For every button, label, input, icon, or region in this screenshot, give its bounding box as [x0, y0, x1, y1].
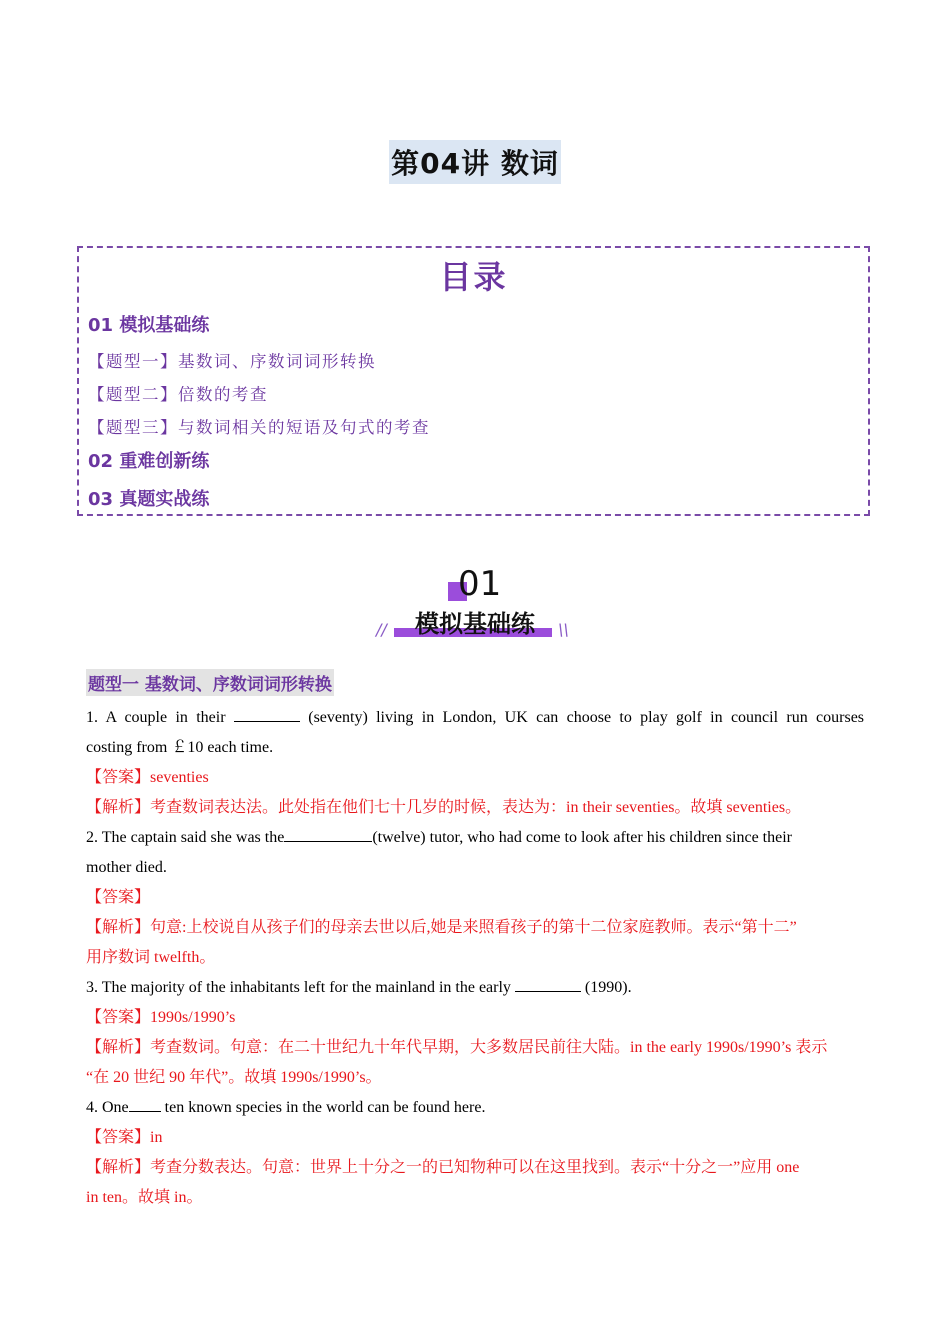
q2-text-line2: mother died.	[86, 859, 167, 876]
q4-text-a: 4. One	[86, 1099, 129, 1116]
question-3	[86, 973, 864, 1003]
explanation-text: 考查数词表达法。此处指在他们七十几岁的时候，表达为：in their seventies。故填 seventies。	[150, 799, 802, 816]
q4-explanation-line2: in ten。故填 in。	[86, 1189, 203, 1206]
q4-answer	[86, 1123, 864, 1153]
toc-item-type-1[interactable]: 【题型一】基数词、序数词词形转换	[88, 352, 376, 371]
explanation-text: 句意:上校说自从孩子们的母亲去世以后,她是来照看孩子的第十二位家庭教师。表示“第十二”	[150, 919, 797, 936]
banner-label: 模拟基础练	[415, 610, 535, 638]
answer-value: in	[150, 1129, 163, 1146]
q4-text-b: ten known species in the world can be found here.	[164, 1099, 486, 1116]
q2-explanation-line2: 用序数词 twelfth。	[86, 949, 216, 966]
explanation-text: 考查分数表达。句意：世界上十分之一的已知物种可以在这里找到。表示“十分之一”应用 one	[150, 1159, 800, 1176]
questions	[86, 703, 864, 1213]
banner-slash-right: \\	[558, 620, 569, 639]
explanation-tag: 【解析】	[86, 1159, 151, 1176]
q3-explanation	[86, 1033, 864, 1063]
toc-section-2[interactable]: 02 重难创新练	[88, 451, 210, 472]
q3-answer	[86, 1003, 864, 1033]
answer-tag: 【答案】	[86, 1129, 151, 1146]
q2-text-a: 2. The captain said she was the	[86, 829, 285, 846]
blank-line	[515, 977, 581, 992]
q4-explanation	[86, 1153, 864, 1183]
banner-number: 01	[458, 564, 502, 604]
toc-section-1[interactable]: 01 模拟基础练	[88, 315, 210, 336]
q2-text-b: (twelve) tutor, who had come to look after his children since their	[372, 829, 792, 846]
q1-text-line2: costing from ￡10 each time.	[86, 739, 274, 756]
banner-slash-left: //	[376, 620, 387, 639]
blank-line	[129, 1097, 161, 1112]
explanation-tag: 【解析】	[86, 919, 151, 936]
title-wrap	[0, 140, 950, 184]
q2-answer	[86, 883, 864, 913]
answer-tag: 【答案】	[86, 889, 151, 906]
q1-text-a: 1. A couple in their	[86, 709, 226, 726]
blank-line	[234, 707, 300, 722]
answer-tag: 【答案】	[86, 769, 151, 786]
q3-text-b: (1990).	[584, 979, 632, 996]
question-2	[86, 823, 864, 853]
table-of-contents	[77, 246, 870, 516]
question-1	[86, 703, 864, 733]
toc-section-3[interactable]: 03 真题实战练	[88, 489, 210, 510]
explanation-tag: 【解析】	[86, 1039, 151, 1056]
section-banner	[370, 560, 580, 646]
answer-value: 1990s/1990’s	[150, 1009, 236, 1026]
q1-text-b: (seventy) living in London, UK can choose to play golf in council run courses	[308, 709, 865, 726]
explanation-tag: 【解析】	[86, 799, 151, 816]
q3-explanation-line2: “在 20 世纪 90 年代”。故填 1990s/1990’s。	[86, 1069, 382, 1086]
q2-explanation	[86, 913, 864, 943]
blank-line	[284, 827, 372, 842]
answer-value: seventies	[150, 769, 209, 786]
question-4	[86, 1093, 864, 1123]
toc-item-type-2[interactable]: 【题型二】倍数的考查	[88, 385, 268, 404]
question-type-heading: 题型一 基数词、序数词词形转换	[86, 669, 334, 696]
toc-heading: 目录	[439, 258, 508, 296]
page-title: 第04讲 数词	[389, 140, 561, 184]
q1-explanation	[86, 793, 864, 823]
q3-text-a: 3. The majority of the inhabitants left for the mainland in the early	[86, 979, 511, 996]
answer-tag: 【答案】	[86, 1009, 151, 1026]
explanation-text: 考查数词。句意：在二十世纪九十年代早期，大多数居民前往大陆。in the early 1990s/1990’s 表示	[150, 1039, 828, 1056]
toc-item-type-3[interactable]: 【题型三】与数词相关的短语及句式的考查	[88, 418, 430, 437]
q1-answer	[86, 763, 864, 793]
